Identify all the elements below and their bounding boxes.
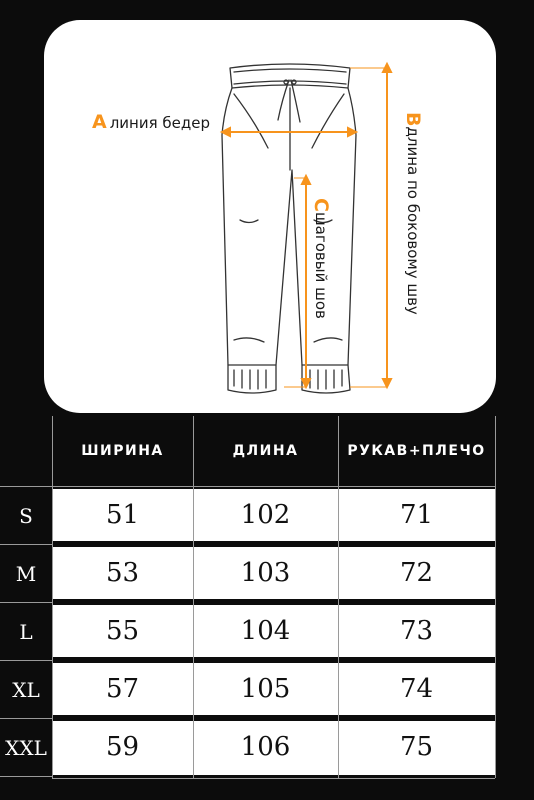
grid-line — [0, 486, 52, 487]
label-side-letter: B — [402, 112, 424, 127]
size-label: XL — [12, 678, 40, 702]
label-side-text: длина по боковому шву — [404, 126, 422, 315]
header-length: ДЛИНА — [232, 443, 299, 459]
table-cell: 59 — [105, 732, 140, 762]
table-cell: 51 — [105, 500, 140, 530]
label-inseam-letter: C — [310, 198, 332, 212]
grid-line — [0, 718, 52, 719]
grid-line — [52, 778, 495, 779]
grid-line — [0, 544, 52, 545]
header-sleeve-shoulder: РУКАВ+ПЛЕЧО — [347, 443, 486, 459]
table-cell: 106 — [240, 732, 291, 762]
grid-line — [0, 776, 52, 777]
table-cell: 103 — [240, 558, 291, 588]
table-cell: 73 — [399, 616, 434, 646]
table-cell: 102 — [240, 500, 291, 530]
grid-line — [0, 602, 52, 603]
table-cell: 55 — [105, 616, 140, 646]
header-width: ШИРИНА — [81, 443, 164, 459]
table-cell: 105 — [240, 674, 291, 704]
table-cell: 57 — [105, 674, 140, 704]
table-cell: 53 — [105, 558, 140, 588]
grid-line — [52, 486, 495, 487]
size-label: L — [19, 620, 33, 644]
table-cell: 104 — [240, 616, 291, 646]
grid-line — [0, 660, 52, 661]
label-inseam-text: шаговый шов — [312, 211, 330, 319]
grid-line — [495, 416, 496, 778]
table-cell: 74 — [399, 674, 434, 704]
size-label: XXL — [5, 736, 47, 760]
table-cell: 71 — [399, 500, 434, 530]
table-cell: 75 — [399, 732, 434, 762]
size-label: M — [15, 562, 37, 586]
size-label: S — [19, 504, 33, 528]
label-hip-letter: A — [92, 111, 107, 133]
label-hip-text: линия бедер — [109, 114, 211, 132]
table-cell: 72 — [399, 558, 434, 588]
